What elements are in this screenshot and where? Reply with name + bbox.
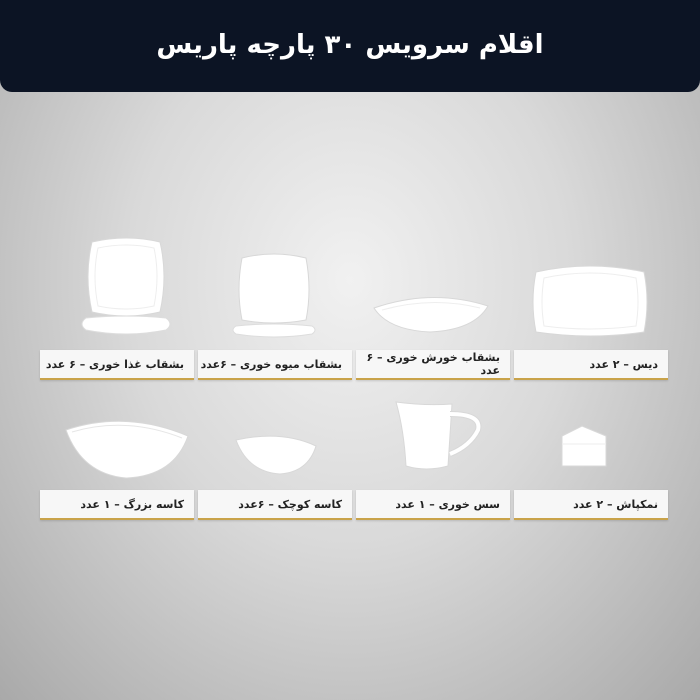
items-row-2 xyxy=(38,400,668,580)
item-stew-plate xyxy=(354,230,512,410)
item-large-bowl xyxy=(38,400,196,580)
fruit-plate-icon xyxy=(196,230,354,350)
item-label: بشقاب خورش خوری – ۶ عدد xyxy=(356,350,510,380)
item-dinner-plate xyxy=(38,230,196,410)
item-label: کاسه بزرگ – ۱ عدد xyxy=(40,490,194,520)
item-label: سس خوری – ۱ عدد xyxy=(356,490,510,520)
item-platter xyxy=(512,230,670,410)
page-title: اقلام سرویس ۳۰ پارچه پاریس xyxy=(156,30,544,60)
item-label: بشقاب غذا خوری – ۶ عدد xyxy=(40,350,194,380)
item-salt-shaker xyxy=(512,400,670,580)
item-fruit-plate xyxy=(196,230,354,410)
item-small-bowl xyxy=(196,400,354,580)
items-row-1 xyxy=(38,230,668,410)
platter-icon xyxy=(512,230,670,350)
dinner-plate-icon xyxy=(38,230,196,350)
header-banner xyxy=(0,0,700,92)
stew-plate-icon xyxy=(354,230,512,350)
item-label: بشقاب میوه خوری – ۶عدد xyxy=(198,350,352,380)
item-label: کاسه کوچک – ۶عدد xyxy=(198,490,352,520)
item-sauce-boat xyxy=(354,400,512,580)
item-label: نمکپاش – ۲ عدد xyxy=(514,490,668,520)
item-label: دیس – ۲ عدد xyxy=(514,350,668,380)
